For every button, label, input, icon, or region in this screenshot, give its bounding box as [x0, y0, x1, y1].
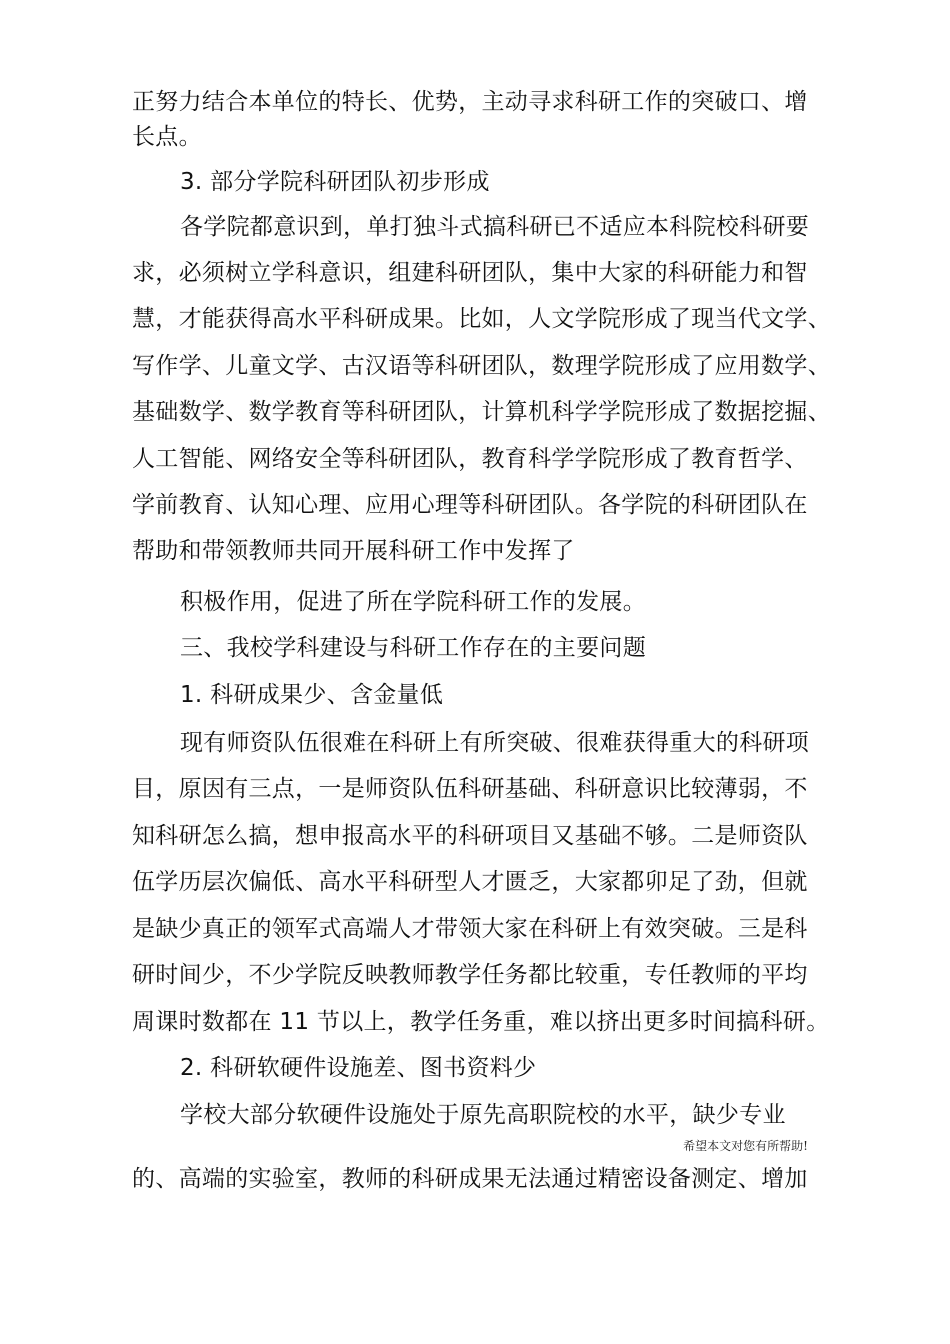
paragraph-line: 求，必须树立学科意识，组建科研团队，集中大家的科研能力和智 [132, 260, 808, 286]
paragraph-line: 长点。 [132, 124, 202, 150]
paragraph-line: 目，原因有三点，一是师资队伍科研基础、科研意识比较薄弱，不 [132, 776, 808, 802]
paragraph-line: 现有师资队伍很难在科研上有所突破、很难获得重大的科研项 [180, 730, 810, 756]
paragraph-line: 的、高端的实验室，教师的科研成果无法通过精密设备测定、增加 [132, 1166, 808, 1192]
paragraph-line: 正努力结合本单位的特长、优势，主动寻求科研工作的突破口、增 [132, 89, 808, 115]
paragraph-line: 周课时数都在 11 节以上，教学任务重，难以挤出更多时间搞科研。 [132, 1009, 830, 1035]
paragraph-line: 写作学、儿童文学、古汉语等科研团队，数理学院形成了应用数学、 [132, 353, 831, 379]
section-heading: 三、我校学科建设与科研工作存在的主要问题 [180, 635, 646, 661]
footer-note: 希望本文对您有所帮助! [683, 1139, 808, 1153]
paragraph-line: 基础数学、数学教育等科研团队，计算机科学学院形成了数据挖掘、 [132, 399, 831, 425]
paragraph-line: 人工智能、网络安全等科研团队，教育科学学院形成了教育哲学、 [132, 446, 808, 472]
paragraph-line: 积极作用，促进了所在学院科研工作的发展。 [180, 589, 646, 615]
paragraph-line: 学前教育、认知心理、应用心理等科研团队。各学院的科研团队在 [132, 492, 808, 518]
paragraph-line: 伍学历层次偏低、高水平科研型人才匮乏，大家都卯足了劲，但就 [132, 869, 808, 895]
section-heading: 3. 部分学院科研团队初步形成 [180, 169, 490, 195]
paragraph-line: 慧，才能获得高水平科研成果。比如，人文学院形成了现当代文学、 [132, 306, 831, 332]
paragraph-line: 学校大部分软硬件设施处于原先高职院校的水平，缺少专业 [180, 1102, 786, 1128]
section-heading: 1. 科研成果少、含金量低 [180, 682, 444, 708]
section-heading: 2. 科研软硬件设施差、图书资料少 [180, 1055, 537, 1081]
paragraph-line: 各学院都意识到，单打独斗式搞科研已不适应本科院校科研要 [180, 214, 810, 240]
paragraph-line: 研时间少，不少学院反映教师教学任务都比较重，专任教师的平均 [132, 962, 808, 988]
paragraph-line: 知科研怎么搞，想申报高水平的科研项目又基础不够。二是师资队 [132, 823, 808, 849]
paragraph-line: 帮助和带领教师共同开展科研工作中发挥了 [132, 538, 575, 564]
paragraph-line: 是缺少真正的领军式高端人才带领大家在科研上有效突破。三是科 [132, 916, 808, 942]
